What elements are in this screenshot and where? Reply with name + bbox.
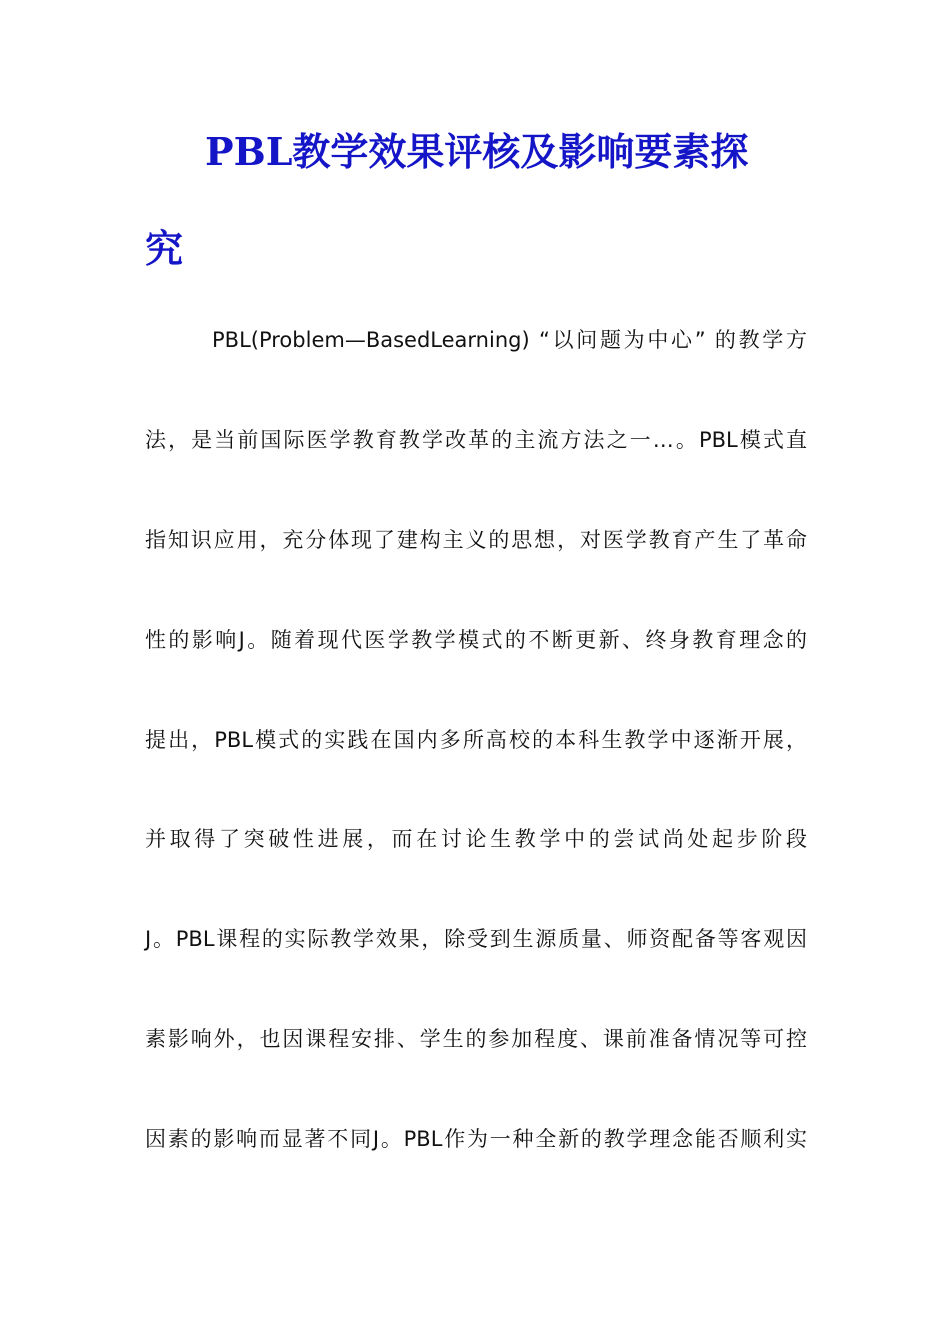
body-line-3: 指知识应用，充分体现了建构主义的思想，对医学教育产生了革命 [145,528,807,552]
document-title-line-2: 究 [145,226,184,271]
body-line-8: 素影响外，也因课程安排、学生的参加程度、课前准备情况等可控 [145,1027,807,1051]
body-line-2: 法，是当前国际医学教育教学改革的主流方法之一…。PBL模式直 [145,428,807,452]
body-line-4: 性的影响J。随着现代医学教学模式的不断更新、终身教育理念的 [145,628,807,652]
body-line-5: 提出，PBL模式的实践在国内多所高校的本科生教学中逐渐开展， [145,728,807,752]
body-line-9: 因素的影响而显著不同J。PBL作为一种全新的教学理念能否顺利实 [145,1127,807,1151]
body-line-6: 并取得了突破性进展，而在讨论生教学中的尝试尚处起步阶段 [145,827,807,851]
document-title-line-1: PBL教学效果评核及影响要素探 [205,129,749,174]
body-line-7: J。PBL课程的实际教学效果，除受到生源质量、师资配备等客观因 [145,927,807,951]
body-line-1: PBL(Problem—BasedLearning) “以问题为中心” 的教学方 [212,328,807,352]
